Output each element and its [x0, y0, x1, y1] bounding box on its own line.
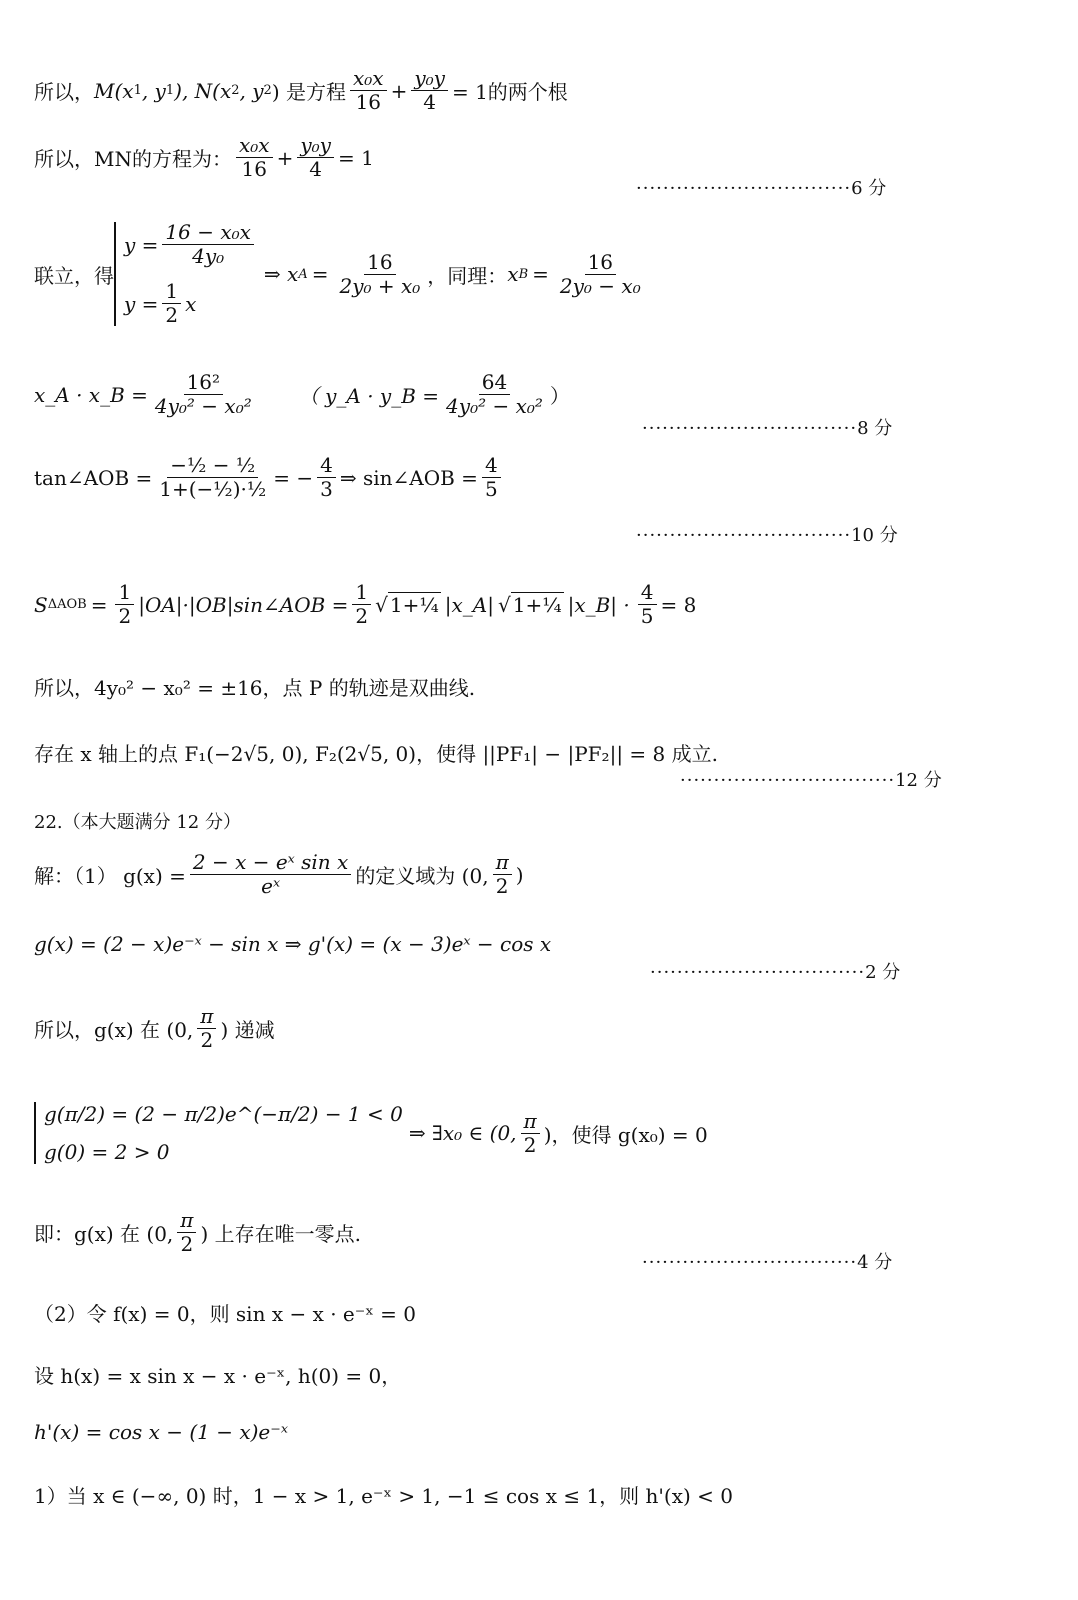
line-case1: 1）当 x ∈ (−∞, 0) 时，1 − x > 1, e⁻ˣ > 1, −1 ≤ cos x ≤ 1，则 h'(x) < 0: [34, 1484, 733, 1508]
fraction: $\frac{\text{x₀x}}{16}$: [236, 135, 273, 180]
line-decreasing: 所以，g(x) 在 (0, $\frac{\pi}{2}$ ) 递减: [34, 1004, 275, 1052]
text: = 1: [337, 145, 374, 170]
text: = 1的两个根: [451, 80, 568, 104]
text: ), N(x: [174, 78, 232, 103]
line-mn-equation: 所以，MN的方程为： $\frac{\text{x₀x}}{16}$ + $\frac{\text{y₀y}}{4}$ = 1: [34, 133, 374, 181]
equation-system: y = $\frac{\text{16 − x₀x}}{\text{4y₀}}$ y = $\frac{1}{2}$ x: [114, 222, 258, 326]
line-domain: 解：（1） g(x) = $\frac{\text{2 − x − eˣ sin x}}{\text{eˣ}}$ 的定义域为 (0, $\frac{\pi}{2}$ ): [34, 850, 524, 898]
score-marker: ································2 分: [650, 962, 901, 983]
line-h-derivative: h'(x) = cos x − (1 − x)e⁻ˣ: [34, 1420, 288, 1444]
text: 所以，: [34, 80, 94, 104]
line-area: S ΔAOB = $\frac{1}{2}$ |OA|·|OB|sin∠AOB = $\frac{1}{2}$ √ 1+¼ |x_A| √ 1+¼ |x_B| · $\frac{4}{5}$ = 8: [34, 580, 697, 628]
line-unique-zero: 即：g(x) 在 (0, $\frac{\pi}{2}$ ) 上存在唯一零点.: [34, 1208, 361, 1256]
line-system: 联立，得 y = $\frac{\text{16 − x₀x}}{\text{4y₀}}$ y = $\frac{1}{2}$ x ⇒ x A = $\frac{16}{\text{2y₀ + x₀}}$ ，同理： x B = $\frac{16}{\text{2y₀ − x₀}}$: [34, 220, 641, 327]
equation-system: g(π/2) = (2 − π/2)e^(−π/2) − 1 < 0 g(0) = 2 > 0: [34, 1102, 403, 1164]
line-part2: （2）令 f(x) = 0，则 sin x − x · e⁻ˣ = 0: [34, 1302, 416, 1326]
score-marker: ································8 分: [642, 418, 893, 439]
line-define-h: 设 h(x) = x sin x − x · e⁻ˣ, h(0) = 0，: [34, 1364, 402, 1388]
text: ) 是方程: [271, 80, 346, 104]
text: , y: [239, 78, 264, 103]
score-marker: ································4 分: [642, 1252, 893, 1273]
fraction: $\frac{\text{y₀y}}{4}$: [297, 135, 334, 180]
fraction: $\frac{\text{y₀y}}{4}$: [411, 68, 448, 113]
text: M(x: [94, 78, 134, 103]
line-hyperbola: 所以，4y₀² − x₀² = ±16，点 P 的轨迹是双曲线.: [34, 676, 476, 700]
score-marker: ································10 分: [636, 525, 898, 546]
text: 所以，MN的方程为：: [34, 147, 232, 171]
line-zero-existence: g(π/2) = (2 − π/2)e^(−π/2) − 1 < 0 g(0) = 2 > 0 ⇒ ∃x₀ ∈ (0, $\frac{\pi}{2}$ )，使得 g(x₀) = 0: [34, 1102, 708, 1164]
line-product: x_A · x_B = $\frac{\text{16²}}{\text{4y₀² − x₀²}}$ （ y_A · y_B = $\frac{64}{\text{4y₀² − x₀²}}$ ）: [34, 370, 570, 418]
score-marker: ································6 分: [636, 178, 887, 199]
text: , y: [141, 78, 166, 103]
question-heading: 22.（本大题满分 12 分）: [34, 812, 241, 833]
line-foci: 存在 x 轴上的点 F₁(−2√5, 0), F₂(2√5, 0)，使得 ||PF₁| − |PF₂|| = 8 成立.: [34, 742, 718, 766]
line-tan: tan∠AOB = $\frac{\text{−½ − ½}}{\text{1+(−½)·½}}$ = − $\frac{4}{3}$ ⇒ sin∠AOB = $\frac{4}{5}$: [34, 455, 505, 500]
fraction: $\frac{\text{x₀x}}{16}$: [350, 68, 387, 113]
score-marker: ································12 分: [680, 770, 942, 791]
line-derivative: g(x) = (2 − x)e⁻ˣ − sin x ⇒ g'(x) = (x − 3)eˣ − cos x: [34, 932, 552, 956]
text: 联立，得: [34, 263, 114, 288]
line-roots: 所以， M(x 1 , y 1 ), N(x 2 , y 2 ) 是方程 $\frac{\text{x₀x}}{16}$ + $\frac{\text{y₀y}}{4}$ = 1的两个根: [34, 66, 568, 114]
